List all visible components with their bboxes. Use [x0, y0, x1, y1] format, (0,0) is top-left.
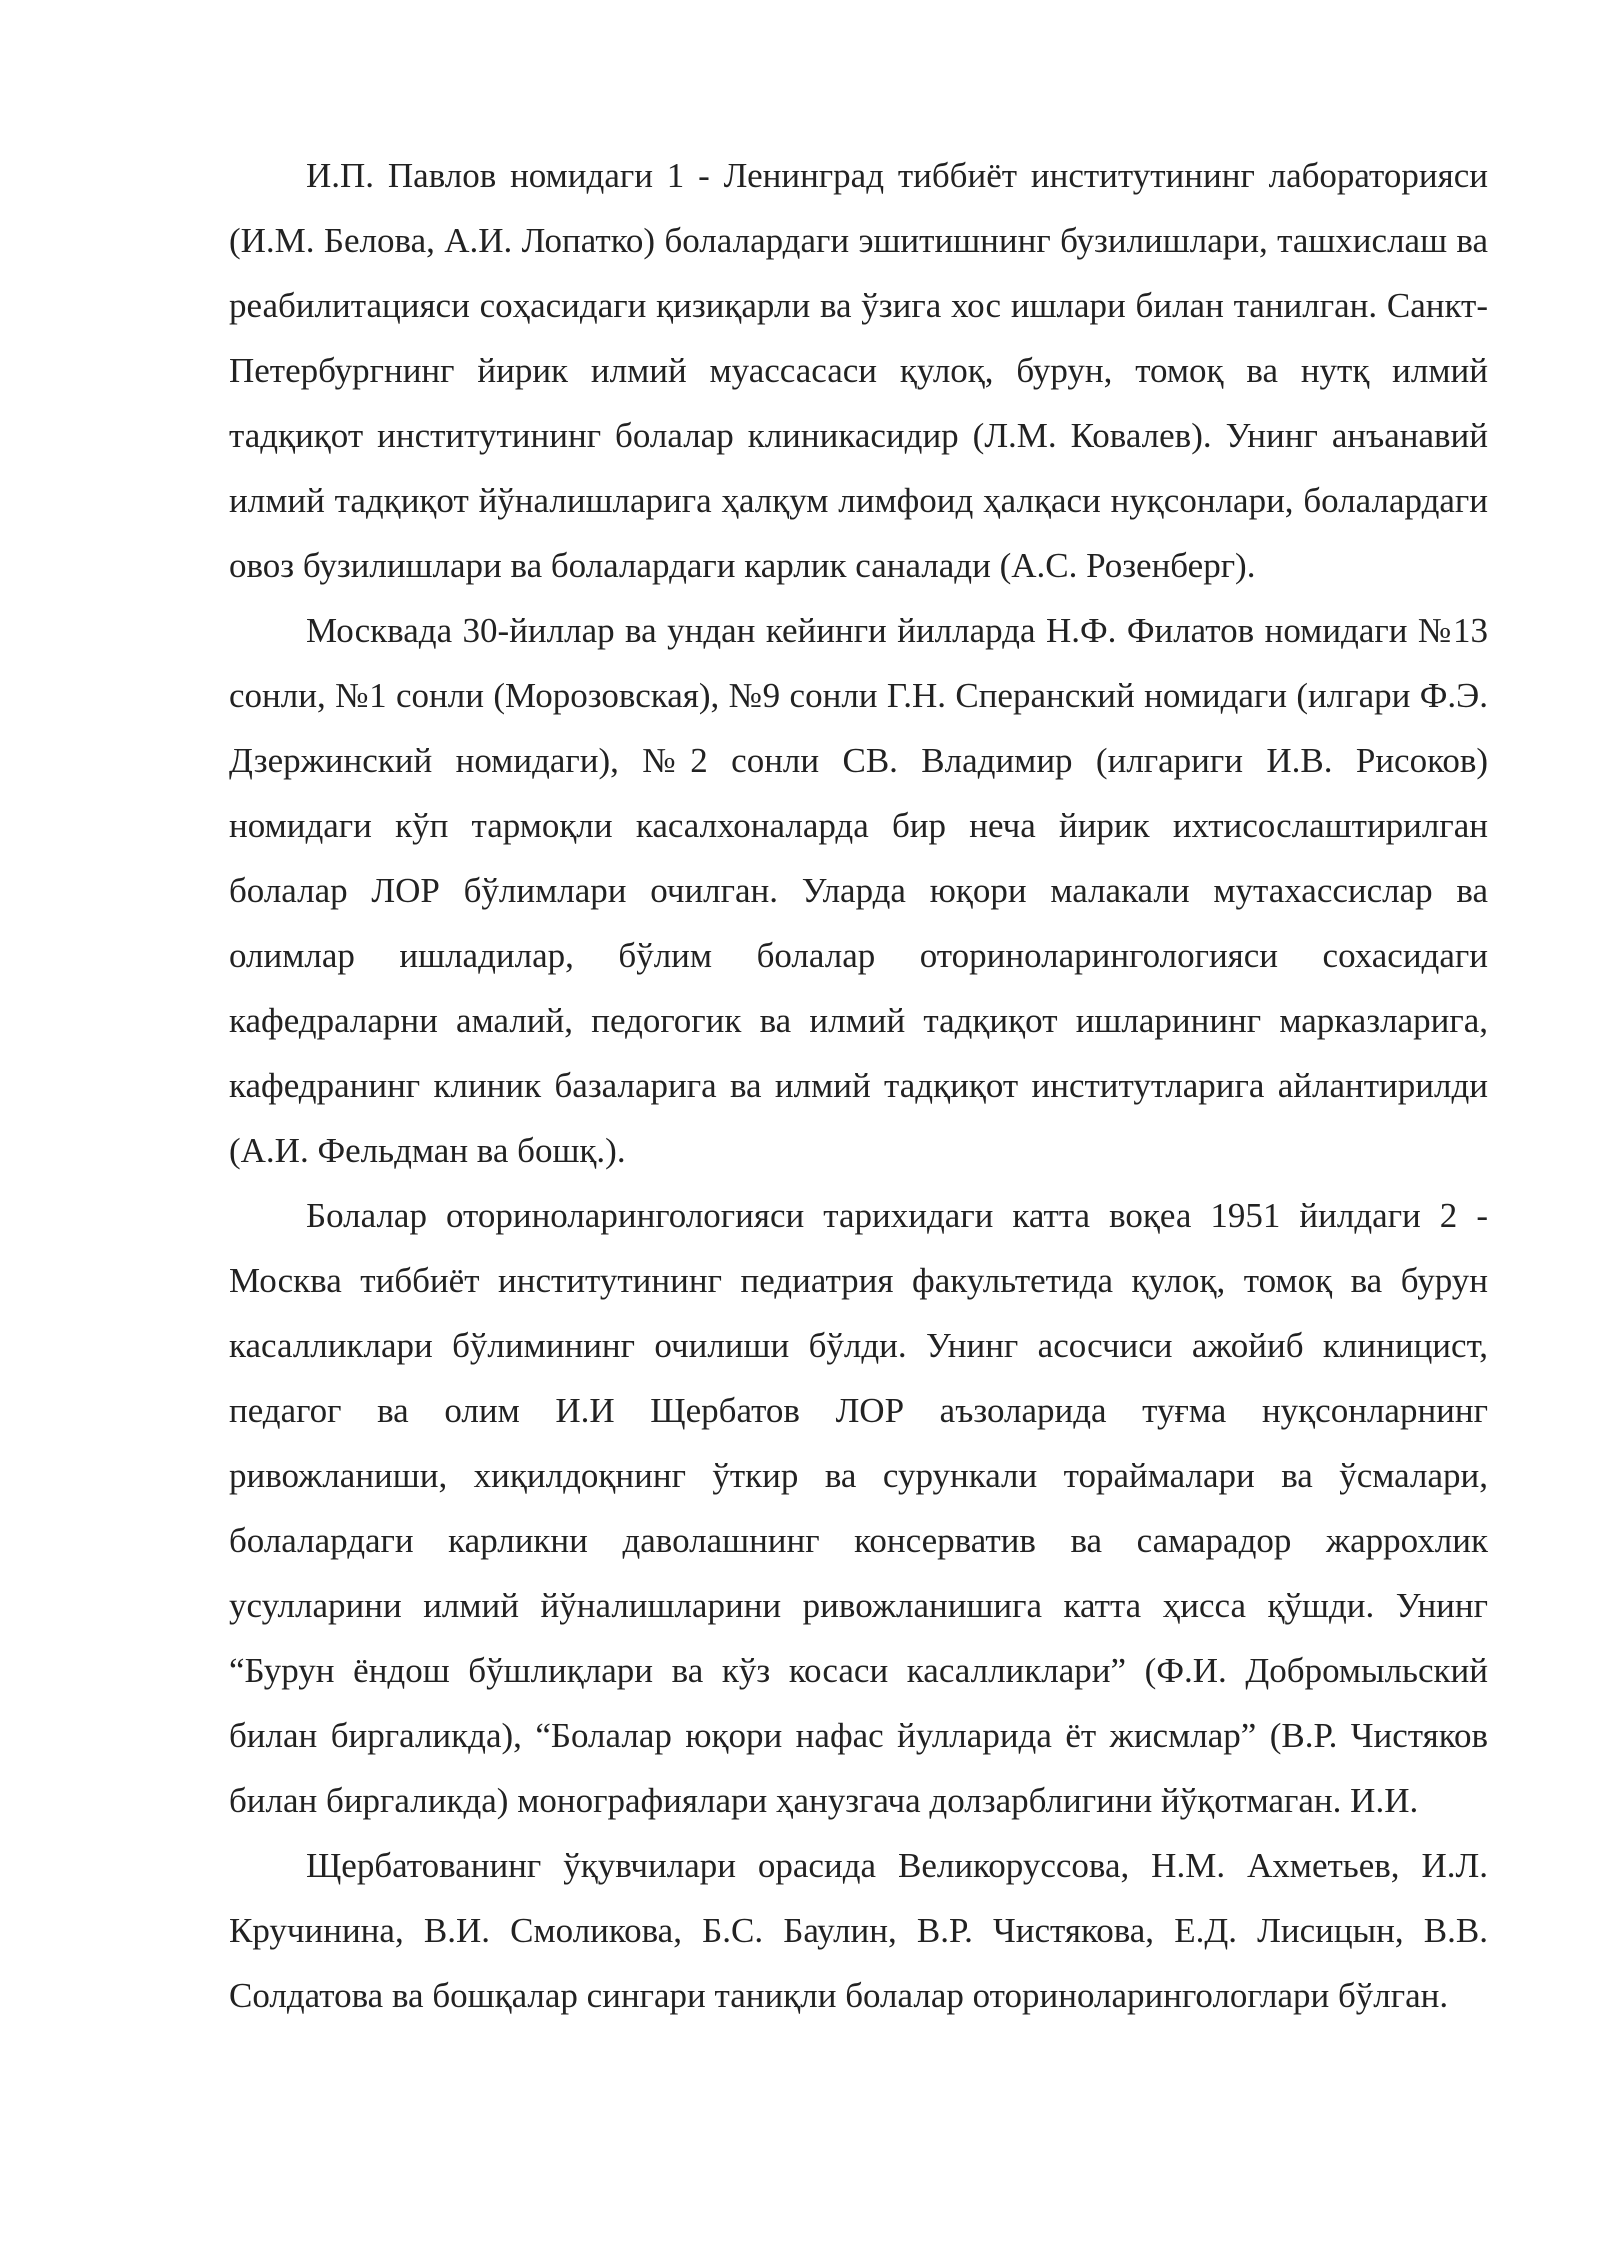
paragraph-2: Москвада 30-йиллар ва ундан кейинги йилларда Н.Ф. Филатов номидаги №13 сонли, №1 сонли (Морозовская), №9 сонли Г.Н. Сперанский номидаги (илгари Ф.Э. Дзержинский номидаги), №2 сонли СВ. Владимир (илгариги И.В. Рисоков) номидаги кўп тармоқли касалхоналарда бир неча йирик ихтисослаштирилган болалар ЛОР бўлимлари очилган. Уларда юқори малакали мутахассислар ва олимлар ишладилар, бўлим болалар оториноларингологияси сохасидаги кафедраларни амалий, педогогик ва илмий тадқиқот ишларининг марказларига, кафедранинг клиник базаларига ва илмий тадқиқот институтларига айлантирилди (А.И. Фельдман ва бошқ.). — [229, 611, 1488, 1170]
paragraph-3: Болалар оториноларингологияси тарихидаги катта воқеа 1951 йилдаги 2 - Москва тиббиёт институтининг педиатрия факультетида қулоқ, томоқ ва бурун касалликлари бўлимининг очилиши бўлди. Унинг асосчиси ажойиб клиницист, педагог ва олим И.И Щербатов ЛОР аъзоларида туғма нуқсонларнинг ривожланиши, хиқилдоқнинг ўткир ва сурункали торaймалари ва ўсмалари, болалардаги карликни даволашнинг консерватив ва самарадор жаррохлик усулларини илмий йўналишларини ривожланишига катта ҳисса қўшди. Унинг “Бурун ёндош бўшлиқлари ва кўз косаси касалликлари” (Ф.И. Добромыльский билан биргаликда), “Болалар юқори нафас йулларида ёт жисмлар” (В.Р. Чистяков билан биргаликда) монографиялари ҳанузгача долзарблигини йўқотмаган. И.И. — [229, 1196, 1488, 1820]
document-page — [229, 143, 1488, 2028]
paragraph-1: И.П. Павлов номидаги 1 - Ленинград тиббиёт институтининг лабораторияси (И.М. Белова, А.И. Лопатко) болалардаги эшитишнинг бузилишлари, ташхислаш ва реабилитацияси соҳасидаги қизиқарли ва ўзига хос ишлари билан танилган. Санкт-Петербургнинг йирик илмий муассасаси қулоқ, бурун, томоқ ва нутқ илмий тадқиқот институтининг болалар клиникасидир (Л.М. Ковалев). Унинг анъанавий илмий тадқиқот йўналишларига ҳалқум лимфоид ҳалқаси нуқсонлари, болалардаги овоз бузилишлари ва болалардаги карлик саналади (А.С. Розенберг). — [229, 156, 1488, 585]
paragraph-4: Щербатованинг ўқувчилари орасида Великоруссова, Н.М. Ахметьев, И.Л. Кручинина, В.И. Смоликова, Б.С. Баулин, В.Р. Чистякова, Е.Д. Лисицын, В.В. Солдатова ва бошқалар сингари таниқли болалар оториноларингологлари бўлган. — [229, 1846, 1488, 2015]
